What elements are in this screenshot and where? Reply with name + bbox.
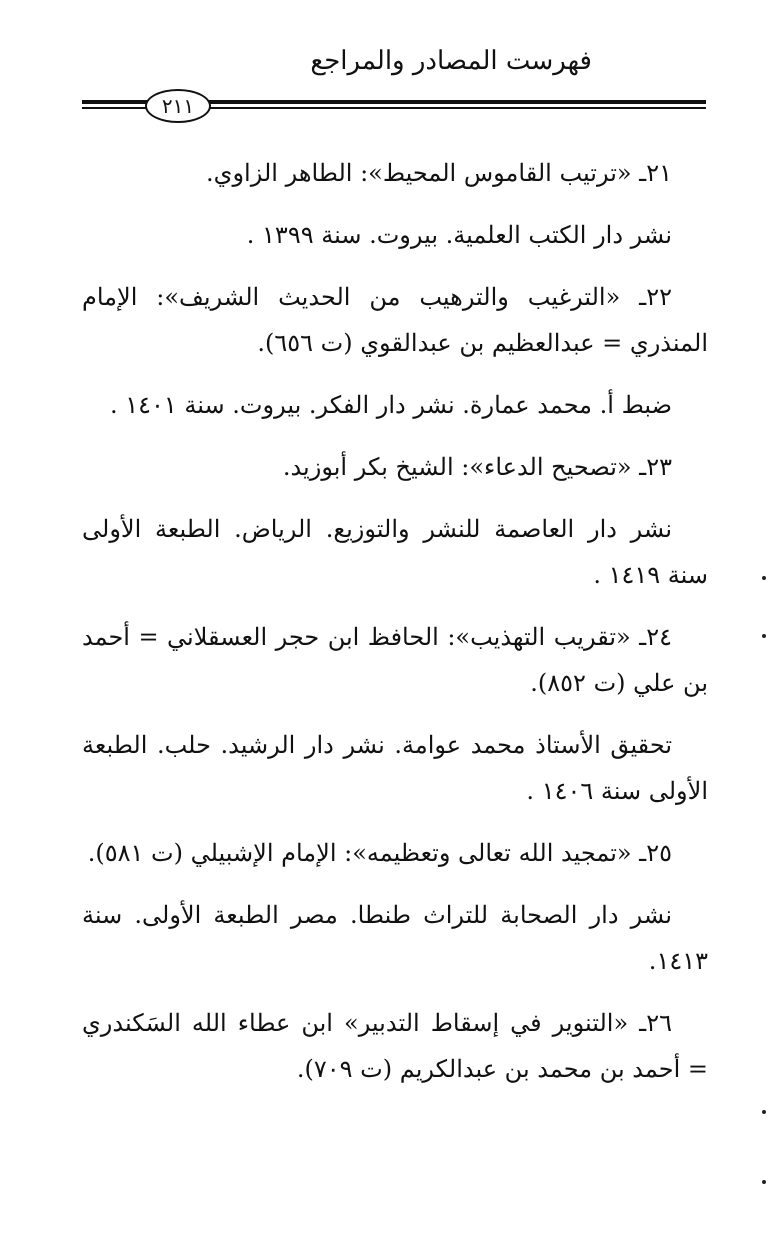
- bibliography-entry: ٢٤ـ «تقريب التهذيب»: الحافظ ابن حجر العسقلاني = أحمد بن علي (ت ٨٥٢).: [82, 623, 708, 697]
- bibliography-entry: ٢٥ـ «تمجيد الله تعالى وتعظيمه»: الإمام الإشبيلي (ت ٥٨١).: [87, 839, 672, 867]
- page-number: ٢١١: [145, 89, 211, 123]
- bibliography-entry: تحقيق الأستاذ محمد عوامة. نشر دار الرشيد. حلب. الطبعة الأولى سنة ١٤٠٦ .: [82, 731, 708, 805]
- margin-mark: [762, 1180, 766, 1184]
- bibliography-entry: نشر دار الصحابة للتراث طنطا. مصر الطبعة الأولى. سنة ١٤١٣.: [82, 901, 708, 975]
- running-header-title: فهرست المصادر والمراجع: [310, 46, 592, 76]
- bibliography-entry: ضبط أ. محمد عمارة. نشر دار الفكر. بيروت. سنة ١٤٠١ .: [109, 391, 672, 419]
- bibliography-entry: ٢٢ـ «الترغيب والترهيب من الحديث الشريف»: الإمام المنذري = عبدالعظيم بن عبدالقوي (ت ٦٥٦).: [82, 283, 708, 357]
- margin-mark: [762, 576, 766, 580]
- bibliography-entry: ٢٣ـ «تصحيح الدعاء»: الشيخ بكر أبوزيد.: [282, 453, 672, 481]
- bibliography-list: [82, 150, 708, 1108]
- bibliography-entry: نشر دار العاصمة للنشر والتوزيع. الرياض. الطبعة الأولى سنة ١٤١٩ .: [82, 515, 708, 589]
- bibliography-entry: ٢١ـ «ترتيب القاموس المحيط»: الطاهر الزاوي.: [206, 159, 672, 187]
- bibliography-entry: ٢٦ـ «التنوير في إسقاط التدبير» ابن عطاء الله السَكندري = أحمد بن محمد بن عبدالكريم (ت ٧٠٩).: [82, 1009, 708, 1083]
- bibliography-entry: نشر دار الكتب العلمية. بيروت. سنة ١٣٩٩ .: [246, 221, 672, 249]
- margin-mark: [762, 634, 766, 638]
- margin-mark: [762, 1110, 766, 1114]
